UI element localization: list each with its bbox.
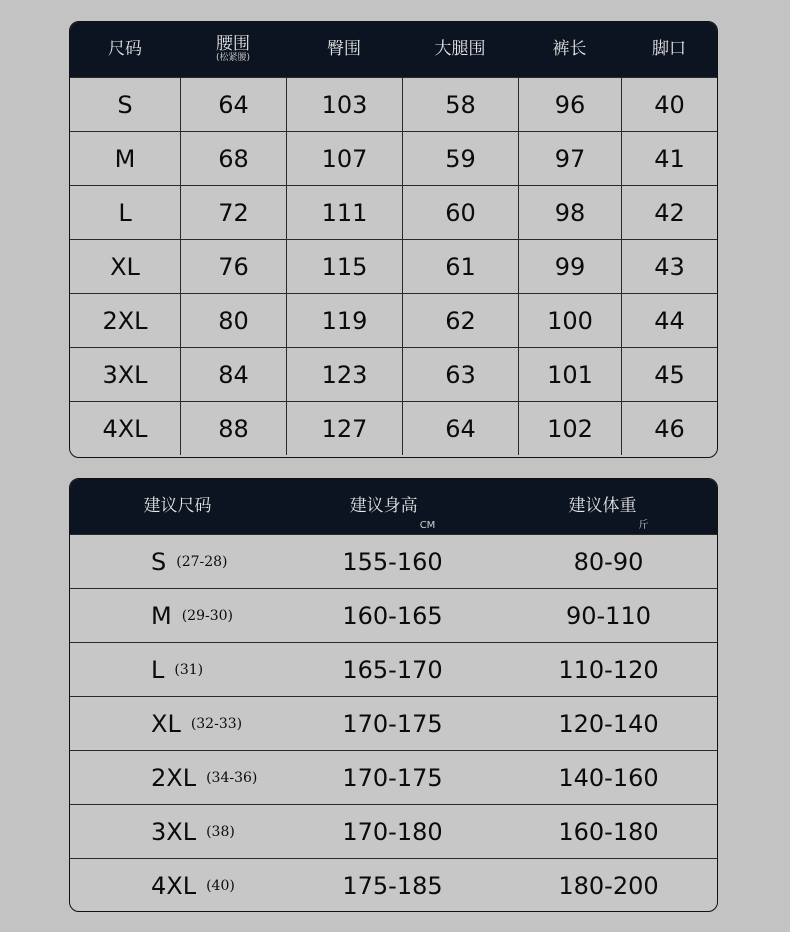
rec-height-cell: 175-185 bbox=[342, 871, 443, 900]
header-size: 尺码 bbox=[108, 39, 142, 60]
rec-weight-cell: 80-90 bbox=[573, 547, 644, 576]
rec-height-cell: 160-165 bbox=[342, 601, 443, 630]
thigh-cell: 61 bbox=[402, 240, 518, 293]
table-row bbox=[70, 642, 717, 696]
rec-weight-cell: 90-110 bbox=[565, 601, 651, 630]
waist-cell: 84 bbox=[180, 348, 286, 401]
waist-cell: 72 bbox=[180, 186, 286, 239]
table-row bbox=[70, 401, 717, 455]
rec-height-cell: 170-175 bbox=[342, 763, 443, 792]
waist-cell: 76 bbox=[180, 240, 286, 293]
rec-weight-cell: 160-180 bbox=[558, 817, 659, 846]
weight-unit: 斤 bbox=[638, 520, 649, 531]
table-row bbox=[70, 750, 717, 804]
thigh-cell: 59 bbox=[402, 132, 518, 185]
rec-size-note: (31) bbox=[174, 661, 204, 678]
size-measurement-table bbox=[69, 21, 718, 458]
thigh-cell: 60 bbox=[402, 186, 518, 239]
length-cell: 96 bbox=[518, 78, 621, 131]
length-cell: 99 bbox=[518, 240, 621, 293]
rec-size: M bbox=[151, 601, 172, 630]
table-row bbox=[70, 804, 717, 858]
waist-cell: 80 bbox=[180, 294, 286, 347]
size-table-header bbox=[70, 22, 717, 77]
length-cell: 97 bbox=[518, 132, 621, 185]
header-recommended-weight: 建议体重 斤 bbox=[568, 496, 649, 531]
header-waist-note: (松紧腰) bbox=[215, 53, 251, 64]
rec-size-cell bbox=[70, 859, 285, 912]
length-cell: 100 bbox=[518, 294, 621, 347]
size-cell: L bbox=[118, 198, 132, 227]
hem-cell: 44 bbox=[621, 294, 717, 347]
hip-cell: 115 bbox=[286, 240, 402, 293]
rec-size-cell bbox=[70, 751, 285, 804]
table-row bbox=[70, 131, 717, 185]
rec-size: XL bbox=[151, 709, 181, 738]
hem-cell: 42 bbox=[621, 186, 717, 239]
size-cell: M bbox=[114, 144, 136, 173]
rec-size-note: (27-28) bbox=[176, 553, 228, 570]
hem-cell: 46 bbox=[621, 402, 717, 455]
length-cell: 102 bbox=[518, 402, 621, 455]
rec-size-cell bbox=[70, 643, 285, 696]
size-recommendation-table bbox=[69, 478, 718, 912]
hip-cell: 123 bbox=[286, 348, 402, 401]
waist-cell: 88 bbox=[180, 402, 286, 455]
rec-weight-cell: 120-140 bbox=[558, 709, 659, 738]
rec-height-cell: 155-160 bbox=[342, 547, 443, 576]
hip-cell: 127 bbox=[286, 402, 402, 455]
length-cell: 101 bbox=[518, 348, 621, 401]
rec-size-cell bbox=[70, 589, 285, 642]
rec-table-header bbox=[70, 479, 717, 534]
rec-size-note: (40) bbox=[206, 877, 235, 894]
table-row bbox=[70, 293, 717, 347]
rec-size-note: (29-30) bbox=[181, 607, 234, 624]
table-row bbox=[70, 588, 717, 642]
rec-size: L bbox=[151, 655, 165, 684]
rec-size-cell bbox=[70, 805, 285, 858]
rec-size-note: (38) bbox=[206, 823, 235, 840]
size-cell: 3XL bbox=[102, 360, 148, 389]
table-row bbox=[70, 239, 717, 293]
size-cell: 4XL bbox=[102, 414, 148, 443]
rec-weight-cell: 110-120 bbox=[558, 655, 659, 684]
rec-size: 2XL bbox=[151, 763, 197, 792]
header-hip: 臀围 bbox=[327, 39, 361, 60]
rec-size: S bbox=[151, 547, 167, 576]
table-row bbox=[70, 696, 717, 750]
header-recommended-size: 建议尺码 bbox=[143, 496, 212, 517]
table-row bbox=[70, 534, 717, 588]
rec-height-cell: 165-170 bbox=[342, 655, 443, 684]
waist-cell: 68 bbox=[180, 132, 286, 185]
rec-height-cell: 170-180 bbox=[342, 817, 443, 846]
hem-cell: 41 bbox=[621, 132, 717, 185]
size-cell: 2XL bbox=[102, 306, 148, 335]
header-thigh: 大腿围 bbox=[434, 39, 486, 60]
table-row bbox=[70, 858, 717, 912]
size-cell: S bbox=[117, 90, 133, 119]
thigh-cell: 62 bbox=[402, 294, 518, 347]
rec-weight-cell: 140-160 bbox=[558, 763, 659, 792]
hip-cell: 103 bbox=[286, 78, 402, 131]
header-hem: 脚口 bbox=[652, 39, 686, 60]
rec-size: 3XL bbox=[151, 817, 197, 846]
rec-size-cell bbox=[70, 697, 285, 750]
height-unit: CM bbox=[419, 520, 436, 531]
rec-size-cell bbox=[70, 535, 285, 588]
thigh-cell: 64 bbox=[402, 402, 518, 455]
hem-cell: 40 bbox=[621, 78, 717, 131]
thigh-cell: 58 bbox=[402, 78, 518, 131]
hip-cell: 107 bbox=[286, 132, 402, 185]
header-recommended-height: 建议身高 CM bbox=[349, 496, 436, 531]
rec-height-cell: 170-175 bbox=[342, 709, 443, 738]
hip-cell: 119 bbox=[286, 294, 402, 347]
size-cell: XL bbox=[110, 252, 140, 281]
rec-size: 4XL bbox=[151, 871, 197, 900]
waist-cell: 64 bbox=[180, 78, 286, 131]
thigh-cell: 63 bbox=[402, 348, 518, 401]
table-row bbox=[70, 77, 717, 131]
hip-cell: 111 bbox=[286, 186, 402, 239]
header-waist: 腰围 (松紧腰) bbox=[215, 33, 251, 64]
rec-size-note: (32-33) bbox=[190, 715, 243, 732]
length-cell: 98 bbox=[518, 186, 621, 239]
header-length: 裤长 bbox=[552, 39, 587, 60]
hem-cell: 45 bbox=[621, 348, 717, 401]
hem-cell: 43 bbox=[621, 240, 717, 293]
rec-weight-cell: 180-200 bbox=[558, 871, 659, 900]
table-row bbox=[70, 185, 717, 239]
table-row bbox=[70, 347, 717, 401]
rec-size-note: (34-36) bbox=[206, 769, 258, 786]
